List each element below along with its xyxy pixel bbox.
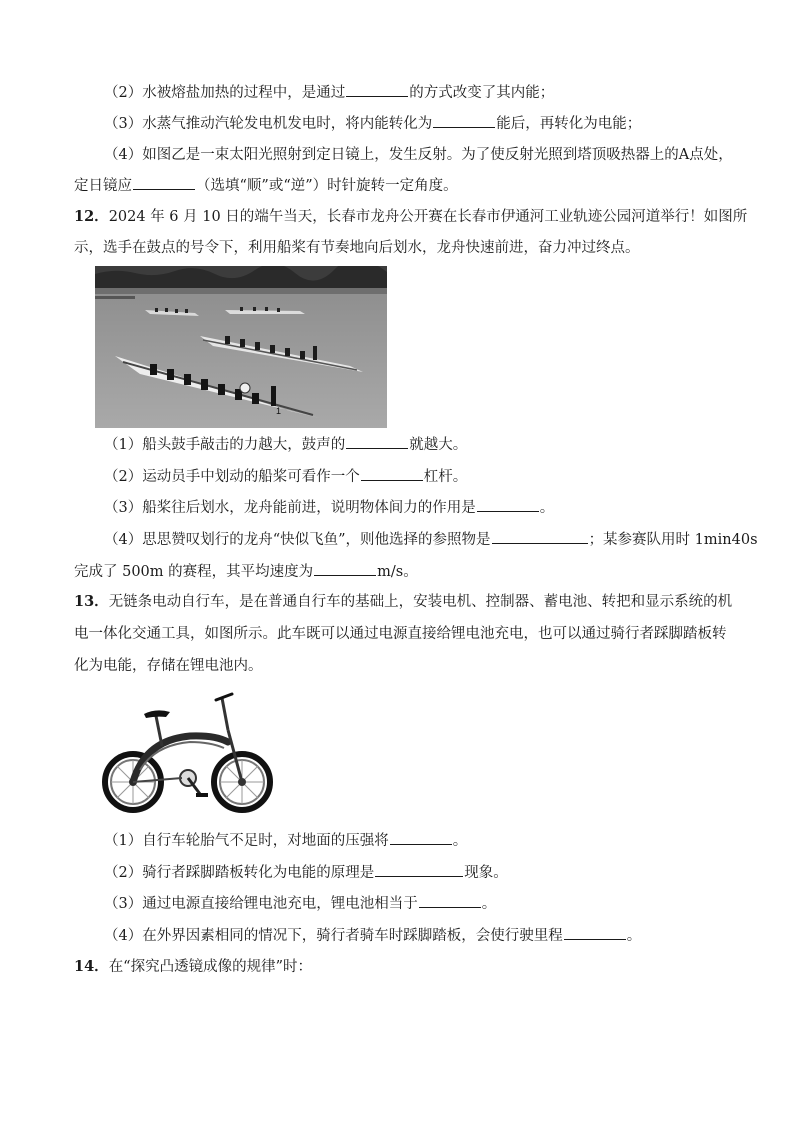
q11-sub4-text-end: （选填“顺”或“逆”）时针旋转一定角度。 <box>196 178 458 194</box>
q12-stem-text: 2024 年 6 月 10 日的端午当天，长春市龙舟公开赛在长春市伊通河工业轨迹公园河道举行！如图所 <box>108 209 748 225</box>
q12-sub2 <box>104 466 764 487</box>
q14-stem <box>74 957 734 977</box>
q13-sub2-text-end: 现象。 <box>464 865 508 881</box>
q11-sub3-text: （3）水蒸气推动汽轮发电机发电时，将内能转化为 <box>104 116 433 132</box>
answer-blank[interactable] <box>477 497 539 512</box>
answer-blank[interactable] <box>346 82 408 97</box>
q13-stem-line2: 电一体化交通工具，如图所示。此车既可以通过电源直接给锂电池充电，也可以通过骑行者踩脚踏板转 <box>74 626 727 642</box>
q13-sub1-text: （1）自行车轮胎气不足时，对地面的压强将 <box>104 833 389 849</box>
q12-sub4-line2 <box>74 561 734 582</box>
q11-sub2 <box>104 82 764 103</box>
q13-stem-text: 无链条电动自行车，是在普通自行车的基础上，安装电机、控制器、蓄电池、转把和显示系统的机 <box>108 594 733 610</box>
dragon-boat-photo-svg <box>95 266 387 428</box>
q11-sub3 <box>104 113 764 134</box>
q12-sub1-text: （1）船头鼓手敲击的力越大，鼓声的 <box>104 437 346 453</box>
answer-blank[interactable] <box>314 561 376 576</box>
q13-stem-line3: 化为电能，存储在锂电池内。 <box>74 658 263 674</box>
q12-sub1 <box>104 434 764 455</box>
answer-blank[interactable] <box>492 529 588 544</box>
q13-sub3 <box>104 893 764 914</box>
q13-sub2 <box>104 862 764 883</box>
answer-blank[interactable] <box>433 113 495 128</box>
q12-sub1-text-end: 就越大。 <box>409 437 468 453</box>
q13-sub1-text-end: 。 <box>452 833 468 849</box>
answer-blank[interactable] <box>346 434 408 449</box>
answer-blank[interactable] <box>419 893 481 908</box>
q13-sub3-text: （3）通过电源直接给锂电池充电，锂电池相当于 <box>104 896 418 912</box>
q12-sub2-text-end: 杠杆。 <box>423 469 468 485</box>
question-number: 12． <box>74 208 109 225</box>
q12-sub4-text: （4）思思赞叹划行的龙舟“快似飞鱼”，则他选择的参照物是 <box>104 532 491 548</box>
q12-sub4b-text-end: m/s。 <box>377 564 418 580</box>
q12-stem-line2: 示，选手在鼓点的号令下，利用船桨有节奏地向后划水，龙舟快速前进，奋力冲过终点。 <box>74 240 640 256</box>
q13-sub4-text: （4）在外界因素相同的情况下，骑行者骑车时踩脚踏板，会使行驶里程 <box>104 928 563 944</box>
q12-stem-line1 <box>74 207 748 227</box>
q12-sub3-text-end: 。 <box>539 500 555 516</box>
q12-sub3-text: （3）船桨往后划水，龙舟能前进，说明物体间力的作用是 <box>104 500 476 516</box>
question-number: 14． <box>74 958 109 975</box>
q13-sub3-text-end: 。 <box>481 896 497 912</box>
q11-sub2-text: （2）水被熔盐加热的过程中，是通过 <box>104 85 346 101</box>
answer-blank[interactable] <box>564 925 626 940</box>
q13-stem-line1 <box>74 592 734 612</box>
q13-sub4-text-end: 。 <box>626 928 642 944</box>
boat-number: 1 <box>276 406 282 416</box>
answer-blank[interactable] <box>375 862 463 877</box>
dragon-boat-photo <box>95 266 387 428</box>
electric-bike-svg <box>100 690 275 815</box>
q11-sub2-text-end: 的方式改变了其内能； <box>409 85 555 101</box>
q12-sub4-line1 <box>104 529 764 550</box>
answer-blank[interactable] <box>133 175 195 190</box>
q12-sub4b-text: 完成了 500m 的赛程，其平均速度为 <box>74 564 314 580</box>
q13-sub1 <box>104 830 764 851</box>
q14-stem-text: 在“探究凸透镜成像的规律”时： <box>108 959 313 975</box>
electric-bike-image <box>100 690 275 815</box>
q11-sub4-text: 定日镜应 <box>74 178 132 194</box>
q11-sub4-line2 <box>74 175 734 196</box>
q11-sub4-line1: （4）如图乙是一束太阳光照射到定日镜上，发生反射。为了使反射光照到塔顶吸热器上的A点处， <box>104 147 733 163</box>
q13-sub4 <box>104 925 764 946</box>
q13-sub2-text: （2）骑行者踩脚踏板转化为电能的原理是 <box>104 865 375 881</box>
answer-blank[interactable] <box>361 466 423 481</box>
question-number: 13． <box>74 593 109 610</box>
q12-sub3 <box>104 497 764 518</box>
q12-sub4-text-end: ；某参赛队用时 1min40s <box>588 532 758 548</box>
q11-sub3-text-end: 能后，再转化为电能； <box>496 116 642 132</box>
answer-blank[interactable] <box>390 830 452 845</box>
q12-sub2-text: （2）运动员手中划动的船桨可看作一个 <box>104 469 360 485</box>
